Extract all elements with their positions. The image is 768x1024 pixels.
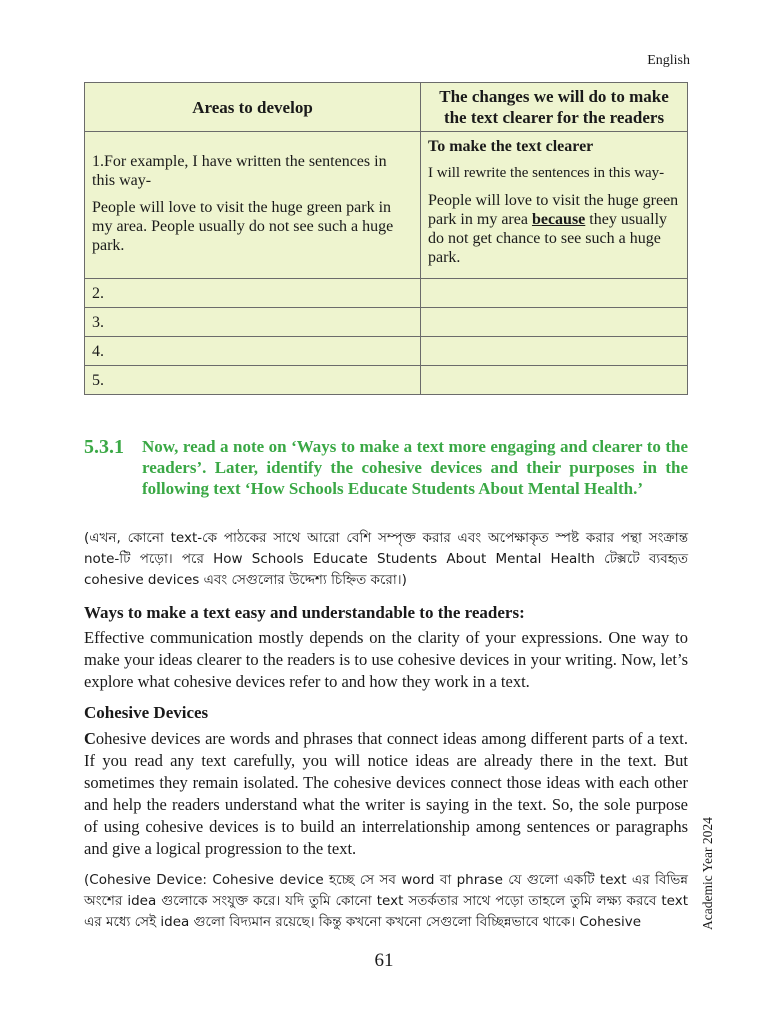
row-number: 5. <box>85 366 421 395</box>
table-header-changes: The changes we will do to make the text clearer for the readers <box>421 83 688 132</box>
empty-cell <box>421 366 688 395</box>
example-right-body-after: they usually do not get chance to see such a huge park. <box>428 211 668 266</box>
example-left-body: People will love to visit the huge green park in my area. People usually do not see such a huge park. <box>92 199 394 254</box>
table-row <box>85 308 688 337</box>
row-number: 3. <box>85 308 421 337</box>
example-right-intro: I will rewrite the sentences in this way- <box>428 165 665 181</box>
bengali-note-1: (এখন, কোনো text-কে পাঠকের সাথে আরো বেশি সম্পৃক্ত করার এবং অপেক্ষাকৃত স্পষ্ট করার পন্থা সংক্রান্ত note-টি পড়ো। পরে How Schools Educate Students About Mental Health টেক্সটে ব্যবহৃত cohesive devices এবং সেগুলোর উদ্দেশ্য চিহ্নিত করো।) <box>84 530 688 588</box>
table-header-areas: Areas to develop <box>85 83 421 132</box>
example-right-body-before: People will love to visit the huge green park in my area <box>428 192 679 228</box>
example-left-intro: 1.For example, I have written the sentences in this way- <box>92 153 387 189</box>
heading-cohesive-devices: Cohesive Devices <box>84 703 209 722</box>
paragraph-cohesive-devices <box>84 728 688 860</box>
heading-ways: Ways to make a text easy and understandable to the readers: <box>84 603 525 622</box>
table-row <box>85 279 688 308</box>
section-number: 5.3.1 <box>84 436 124 458</box>
empty-cell <box>421 308 688 337</box>
areas-table <box>84 82 688 395</box>
table-row-example <box>85 132 688 279</box>
paragraph-effective-communication: Effective communication mostly depends on the clarity of your expressions. One way to make your ideas clearer to the readers is to use cohesive devices in your writing. Now, let’s explore what cohesive devices refer to and how they work in a text. <box>84 628 688 691</box>
section-task <box>84 436 688 499</box>
row-number: 2. <box>85 279 421 308</box>
row-number: 4. <box>85 337 421 366</box>
paragraph-dropcap: C <box>84 729 96 748</box>
table-row <box>85 337 688 366</box>
empty-cell <box>421 337 688 366</box>
example-right-cell <box>421 132 688 279</box>
running-head: English <box>647 53 690 68</box>
example-right-body <box>428 191 680 267</box>
example-left-cell <box>85 132 421 279</box>
empty-cell <box>421 279 688 308</box>
example-right-body-emphasis: because <box>531 211 586 228</box>
example-right-heading: To make the text clearer <box>428 138 594 155</box>
table-row <box>85 366 688 395</box>
table-header-row <box>85 83 688 132</box>
paragraph-cohesive-body: ohesive devices are words and phrases that connect ideas among different parts of a text. If you read any text carefully, you will notice ideas are already there in the text. But sometimes they remain isolated. The cohesive devices connect those ideas with each other and help the readers understand what the writer is saying in the text. So, the sole purpose of using cohesive devices is to build an interrelationship among sentences or paragraphs and give a logical progression to the text. <box>84 729 688 858</box>
section-instruction: Now, read a note on ‘Ways to make a text more engaging and clearer to the readers’. Later, identify the cohesive devices and their purposes in the following text ‘How Schools Educate Students About Mental Health.’ <box>142 437 688 498</box>
academic-year-label: Academic Year 2024 <box>700 817 715 930</box>
page-number: 61 <box>374 950 394 971</box>
bengali-note-2: (Cohesive Device: Cohesive device হচ্ছে সে সব word বা phrase যে গুলো একটি text এর বিভিন্ন অংশের idea গুলোকে সংযুক্ত করে। যদি তুমি কোনো text সতর্কতার সাথে পড়ো তাহলে তুমি লক্ষ্য করবে text এর মধ্যে সেই idea গুলো বিদ্যমান রয়েছে। কিন্তু কখনো কখনো সেগুলো বিচ্ছিন্নভাবে থাকে। Cohesive <box>84 872 688 930</box>
